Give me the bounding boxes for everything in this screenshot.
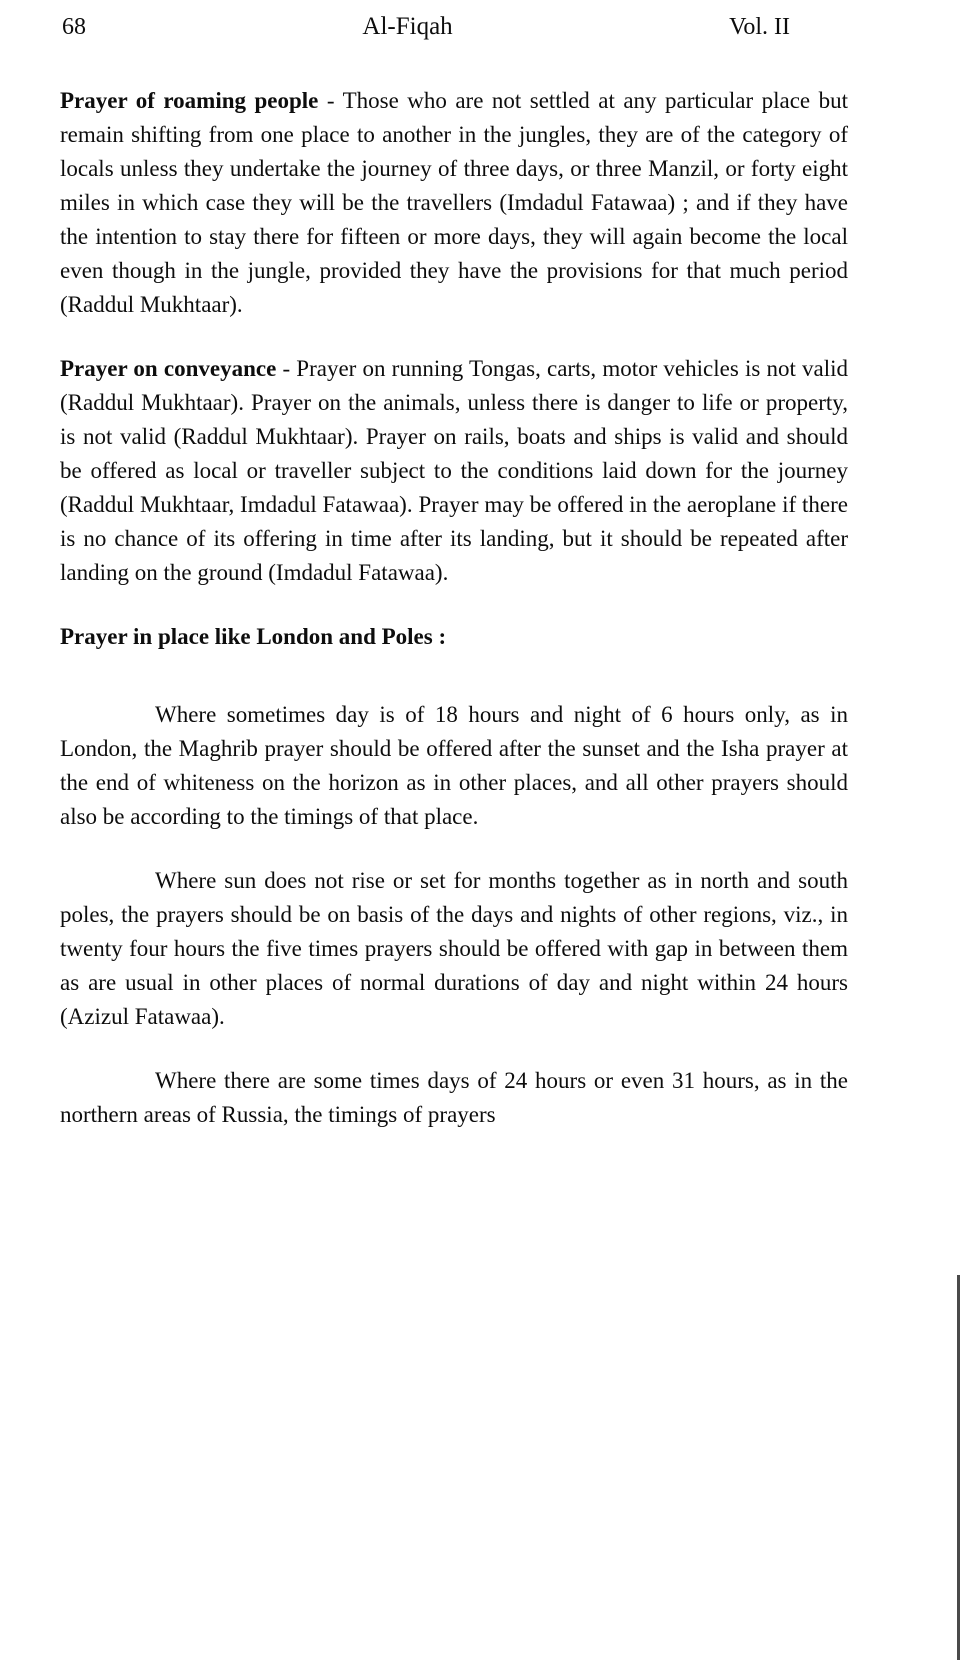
book-title: Al-Fiqah (362, 13, 453, 40)
paragraph-lead-roaming-people: Prayer of roaming people (60, 88, 319, 113)
paragraph-lead-conveyance: Prayer on conveyance (60, 356, 277, 381)
page-number: 68 (62, 14, 86, 40)
paragraph-text-roaming-people: - Those who are not settled at any particular place but remain shifting from one place to another in the jungles, they are of the category of locals unless they undertake the journey of three days, or three Manzil, or forty eight miles in which case they will be the travellers (Imdadul Fatawaa) ; and if they have the intention to stay there for fifteen or more days, they will again become the local even though in the jungle, provided they have the provisions for that much period (Raddul Mukhtaar). (60, 88, 848, 317)
paragraph-poles: Where sun does not rise or set for months together as in north and south poles, the prayers should be on basis of the days and nights of other regions, viz., in twenty four hours the five times prayers should be offered with gap in between them as are usual in other places of normal durations of day and night within 24 hours (Azizul Fatawaa). (60, 868, 848, 1029)
paragraph-conveyance (60, 352, 848, 590)
page-header (0, 0, 960, 42)
paragraph-london: Where sometimes day is of 18 hours and night of 6 hours only, as in London, the Maghrib prayer should be offered after the sunset and the Isha prayer at the end of whiteness on the horizon as in other places, and all other prayers should also be according to the timings of that place. (60, 702, 848, 829)
paragraph-russia: Where there are some times days of 24 hours or even 31 hours, as in the northern areas of Russia, the timings of prayers (60, 1068, 848, 1127)
paragraph-roaming-people (60, 84, 848, 322)
page-body (0, 42, 960, 1132)
paragraph-text-conveyance: - Prayer on running Tongas, carts, motor vehicles is not valid (Raddul Mukhtaar). Prayer on the animals, unless there is danger to life or property, is not valid (Raddul Mukhtaar). Prayer on rails, boats and ships is valid and should be offered as local or traveller subject to the conditions laid down for the journey (Raddul Mukhtaar, Imdadul Fatawaa). Prayer may be offered in the aeroplane if there is no chance of its offering in time after its landing, but it should be repeated after landing on the ground (Imdadul Fatawaa). (60, 356, 849, 585)
volume-label: Vol. II (729, 14, 790, 40)
section-heading-london-poles: Prayer in place like London and Poles : (60, 624, 447, 649)
